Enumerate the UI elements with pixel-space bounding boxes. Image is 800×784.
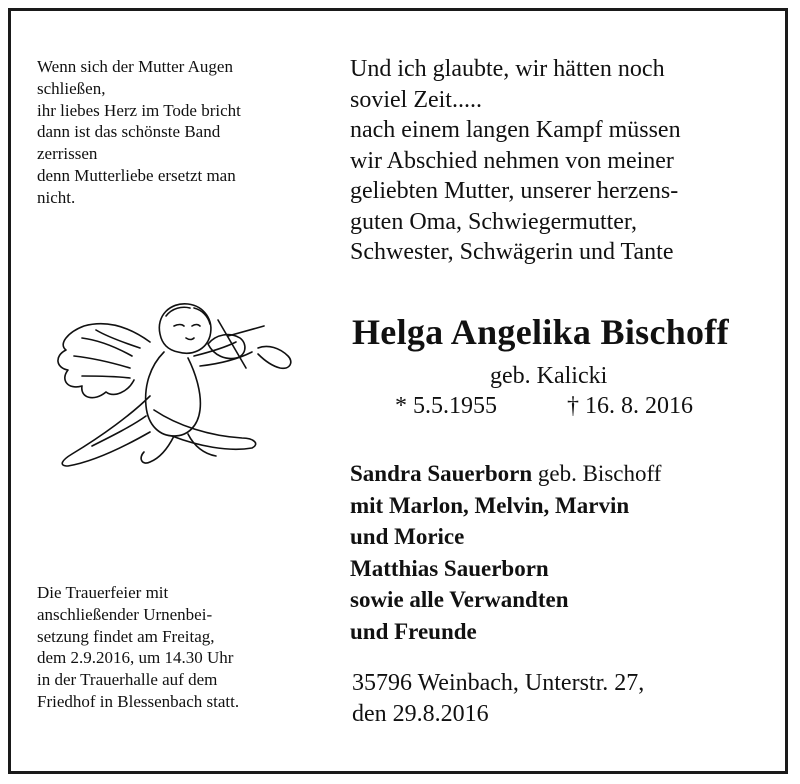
funeral-line: Friedhof in Blessenbach statt. [37,691,240,711]
mourner-line: Matthias Sauerborn [350,555,549,581]
intro-line: Und ich glaubte, wir hätten noch [350,56,665,82]
death-date: † 16. 8. 2016 [567,393,693,419]
poem-line: dann ist das schönste Band [37,122,221,142]
funeral-line: setzung findet am Freitag, [37,626,215,646]
poem-line: zerrissen [37,144,98,164]
address-block [352,668,644,730]
mourners-list [350,458,661,647]
intro-text [350,54,681,268]
mourner-maiden-name: geb. Bischoff [532,461,662,486]
intro-line: Schwester, Schwägerin und Tante [350,239,674,265]
birth-date: * 5.5.1955 [395,393,497,419]
mourner-line: und Freunde [350,618,477,644]
poem-line: schließen, [37,78,106,98]
mourner-line: mit Marlon, Melvin, Marvin [350,492,630,518]
poem-line: ihr liebes Herz im Tode bricht [37,100,241,120]
poem-block [37,56,327,209]
funeral-line: in der Trauerhalle auf dem [37,670,218,690]
funeral-line: dem 2.9.2016, um 14.30 Uhr [37,648,234,668]
mourner-line: sowie alle Verwandten [350,587,569,612]
poem-line: nicht. [37,187,76,207]
poem-line: Wenn sich der Mutter Augen [37,57,233,76]
maiden-name: geb. Kalicki [490,363,608,389]
poem-line: denn Mutterliebe ersetzt man [37,165,236,185]
intro-line: soviel Zeit..... [350,86,482,113]
intro-line: nach einem langen Kampf müssen [350,117,681,143]
mourner-name: Sandra Sauerborn [350,461,533,486]
mourner-line [350,458,661,490]
deceased-name: Helga Angelika Bischoff [352,312,729,352]
angel-violin-illustration [32,286,302,476]
address-date: den 29.8.2016 [352,701,489,727]
funeral-info [37,582,239,713]
intro-line: wir Abschied nehmen von meiner [350,147,674,174]
funeral-line: anschließender Urnenbei- [37,604,213,624]
intro-line: geliebten Mutter, unserer herzens- [350,178,679,204]
funeral-line: Die Trauerfeier mit [37,583,169,602]
address-street: 35796 Weinbach, Unterstr. 27, [352,670,645,696]
mourner-line: und Morice [350,524,465,549]
intro-line: guten Oma, Schwiegermutter, [350,208,637,235]
